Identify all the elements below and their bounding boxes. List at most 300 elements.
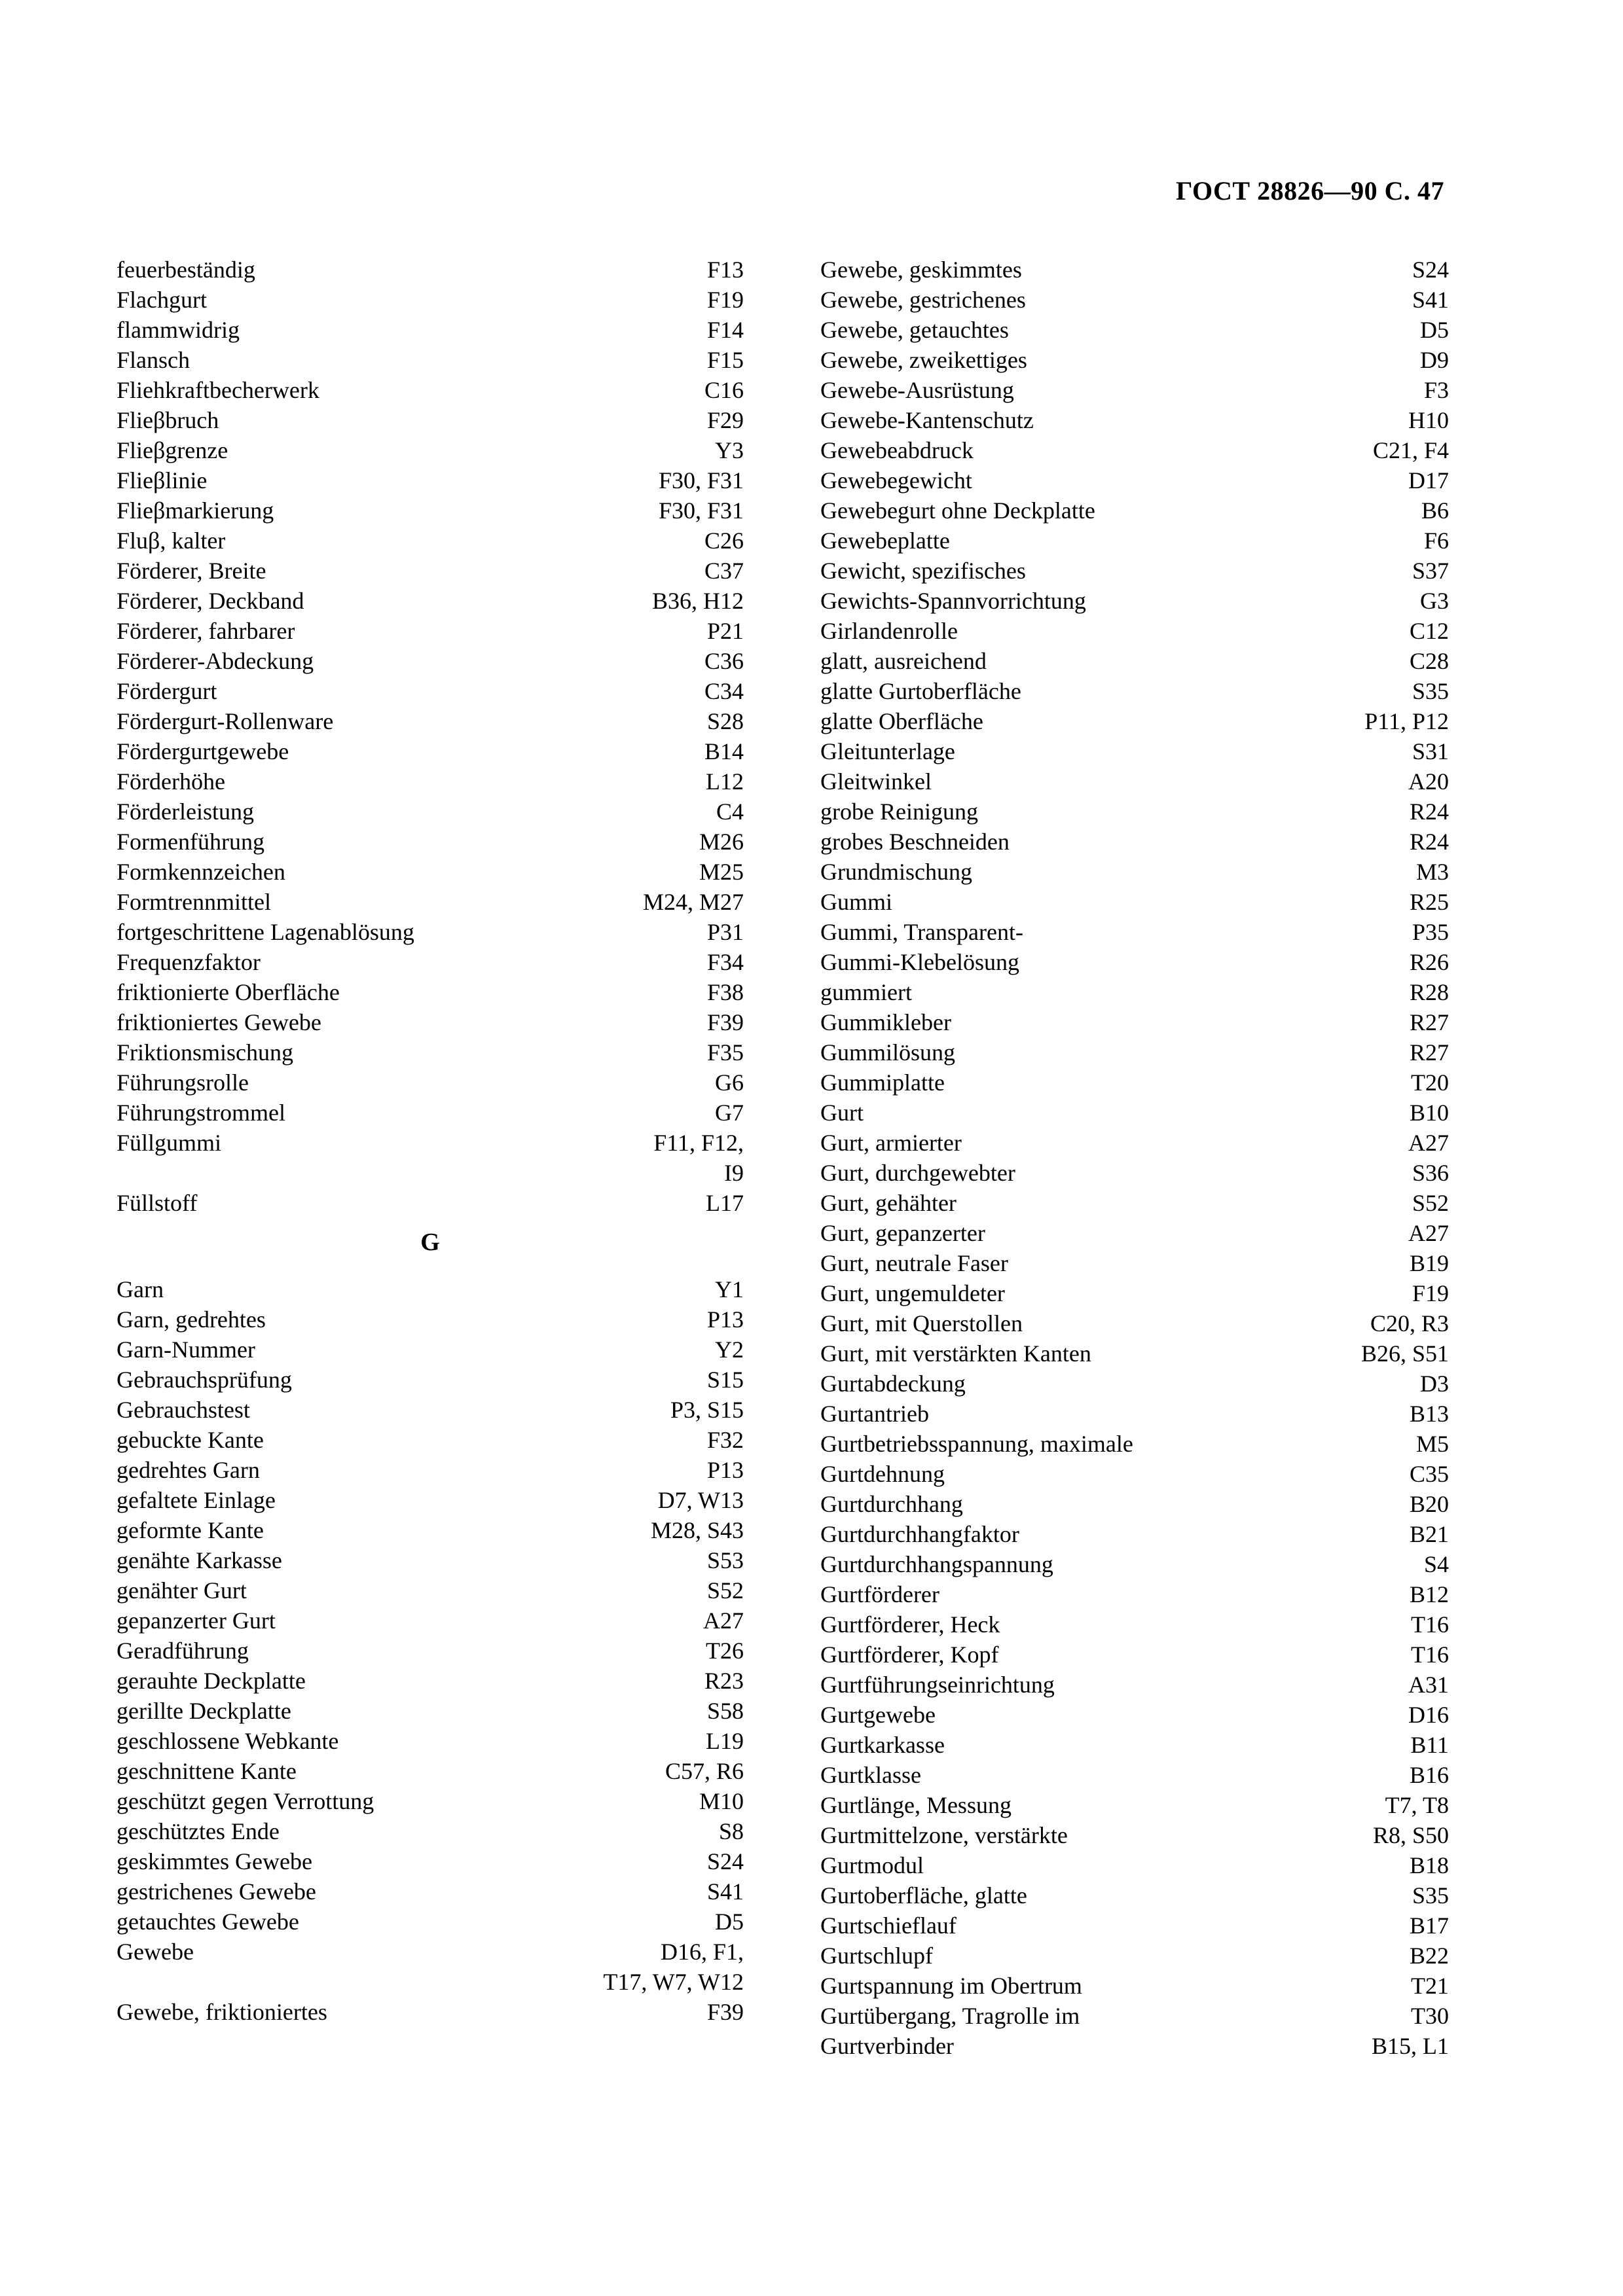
index-entry [117,1098,744,1128]
index-reference: C57, R6 [665,1758,744,1784]
index-entry [820,1820,1449,1850]
index-term: Gurtverbinder [820,2033,954,2059]
index-term: Gurtförderer, Kopf [820,1641,999,1668]
index-reference: L12 [706,768,744,795]
index-entry [117,1395,744,1425]
index-reference: R26 [1409,949,1449,975]
index-entry [820,1158,1449,1188]
index-reference: F30, F31 [658,467,744,493]
index-reference: B12 [1409,1581,1449,1607]
index-reference: C4 [716,798,744,825]
index-entry [117,1545,744,1575]
index-term: Gewebegurt ohne Deckplatte [820,497,1095,524]
index-reference: R28 [1409,979,1449,1005]
index-term: Gebrauchstest [117,1397,250,1423]
index-term: Fluβ, kalter [117,528,226,554]
index-entry [820,405,1449,435]
index-reference: S35 [1412,678,1449,704]
index-term: Förderer, fahrbarer [117,618,295,644]
index-entry [820,1338,1449,1369]
index-term: Flieβlinie [117,467,208,493]
index-reference: F32 [706,1427,744,1453]
index-reference: S52 [706,1577,744,1604]
index-term: Gurtantrieb [820,1401,929,1427]
index-term: Gummikleber [820,1009,951,1035]
index-reference: L19 [706,1728,744,1754]
index-entry [117,827,744,857]
index-term: fortgeschrittene Lagenablösung [117,919,414,945]
index-reference: D17 [1408,467,1449,493]
index-reference: F11, F12, [653,1130,744,1156]
index-reference: F30, F31 [658,497,744,524]
index-reference: T21 [1411,1973,1449,1999]
index-reference: B13 [1409,1401,1449,1427]
index-entry [117,766,744,797]
index-term: Fördergurtgewebe [117,738,289,764]
index-entry [820,315,1449,345]
index-entry [820,1910,1449,1941]
index-entry [820,1579,1449,1609]
index-column-right [820,255,1449,2061]
index-reference: M25 [699,859,744,885]
index-term: Führungsrolle [117,1069,249,1096]
index-entry [820,1037,1449,1067]
index-term: friktioniertes Gewebe [117,1009,321,1035]
index-reference: C36 [704,648,744,674]
index-term: Gurtdurchhang [820,1491,963,1517]
index-term: glatt, ausreichend [820,648,987,674]
index-reference: T17, W7, W12 [603,1969,744,1995]
index-entry [117,1485,744,1515]
index-reference: A27 [1408,1220,1449,1246]
index-term: Garn, gedrehtes [117,1306,266,1333]
index-reference: Y3 [715,437,744,463]
index-term: Gurt [820,1100,864,1126]
index-entry [117,1937,744,1967]
index-entry [820,2001,1449,2031]
index-entry [117,375,744,405]
index-term: Gurtdurchhangspannung [820,1551,1053,1577]
index-reference: M28, S43 [650,1517,744,1543]
index-reference: D7, W13 [657,1487,744,1513]
index-entry [117,1786,744,1816]
index-reference: F38 [706,979,744,1005]
index-entry [820,1007,1449,1037]
index-reference: S24 [706,1848,744,1874]
index-reference: B21 [1409,1521,1449,1547]
index-entry [820,1760,1449,1790]
index-reference: B36, H12 [651,588,744,614]
index-entry [117,1128,744,1158]
index-term: flammwidrig [117,317,240,343]
index-reference: B20 [1409,1491,1449,1517]
index-term: Gurt, durchgewebter [820,1160,1015,1186]
index-term: gestrichenes Gewebe [117,1878,316,1905]
index-term: feuerbeständig [117,257,255,283]
index-reference: D9 [1420,347,1449,373]
index-term: Friktionsmischung [117,1039,294,1066]
index-term: Gurtförderer, Heck [820,1611,1000,1638]
index-entry [117,1876,744,1907]
index-entry [117,285,744,315]
index-term: gummiert [820,979,912,1005]
index-term: geschützt gegen Verrottung [117,1788,374,1814]
index-reference: P11, P12 [1364,708,1449,734]
section-letter-g: G [420,1229,440,1256]
index-entry [820,1098,1449,1128]
index-term: Gewebegewicht [820,467,972,493]
index-entry [820,1459,1449,1489]
index-reference: P21 [706,618,744,644]
index-reference: R27 [1409,1009,1449,1035]
index-entry [117,1726,744,1756]
index-reference: C20, R3 [1370,1310,1449,1336]
index-reference: R24 [1409,829,1449,855]
index-reference: C34 [704,678,744,704]
index-reference: M5 [1415,1431,1449,1457]
index-term: Gewebeabdruck [820,437,974,463]
index-term: Gewebeplatte [820,528,950,554]
index-term: geformte Kante [117,1517,264,1543]
index-entry [117,676,744,706]
index-entry [820,1941,1449,1971]
index-entry [117,1515,744,1545]
index-entry [117,797,744,827]
index-entry [820,255,1449,285]
index-entry [117,1907,744,1937]
index-reference: F34 [706,949,744,975]
index-reference: A27 [703,1607,744,1634]
index-entry [820,887,1449,917]
index-reference: B10 [1409,1100,1449,1126]
index-term: Gurtabdeckung [820,1371,966,1397]
index-reference: P31 [706,919,744,945]
index-entry [820,646,1449,676]
index-term: Gleitunterlage [820,738,955,764]
index-reference: I9 [724,1160,744,1186]
index-reference: M26 [699,829,744,855]
index-term: Füllstoff [117,1190,198,1216]
index-entry [820,736,1449,766]
index-term: Formtrennmittel [117,889,271,915]
index-entry [117,255,744,285]
index-term: Gurtspannung im Obertrum [820,1973,1082,1999]
index-entry [820,1248,1449,1278]
index-term: Gleitwinkel [820,768,932,795]
index-term: Gurtdehnung [820,1461,945,1487]
index-term: Garn [117,1276,164,1302]
index-reference: S4 [1423,1551,1449,1577]
index-term: Gurtübergang, Tragrolle im [820,2003,1080,2029]
index-entry [820,1790,1449,1820]
index-term: Förderer, Breite [117,558,266,584]
index-term: Gummi-Klebelösung [820,949,1019,975]
index-entry [117,586,744,616]
index-entry [117,315,744,345]
index-entry [820,586,1449,616]
index-term: Gurt, neutrale Faser [820,1250,1008,1276]
index-term: gerillte Deckplatte [117,1698,291,1724]
index-reference: C21, F4 [1372,437,1449,463]
index-term: Flachgurt [117,287,207,313]
index-reference: A27 [1408,1130,1449,1156]
index-term: Garn-Nummer [117,1336,255,1363]
index-term: Flieβmarkierung [117,497,274,524]
index-entry [820,1670,1449,1700]
index-entry [820,1278,1449,1308]
index-reference: S15 [706,1367,744,1393]
index-reference: H10 [1408,407,1449,433]
index-entry [820,526,1449,556]
index-reference: R8, S50 [1372,1822,1449,1848]
index-column-left [117,255,744,2027]
index-entry [820,827,1449,857]
index-entry [117,1816,744,1846]
index-reference: F14 [706,317,744,343]
index-term: Gurt, armierter [820,1130,962,1156]
index-entry [820,1369,1449,1399]
index-entry [117,1967,744,1997]
index-reference: P13 [706,1457,744,1483]
index-term: Gurtschieflauf [820,1912,957,1939]
index-entry [820,947,1449,977]
index-entry [820,797,1449,827]
index-reference: F35 [706,1039,744,1066]
index-entry [117,857,744,887]
index-term: Gummilösung [820,1039,956,1066]
index-term: Geradführung [117,1638,249,1664]
index-entry [117,1997,744,2027]
index-entry [117,646,744,676]
index-term: Gurtoberfläche, glatte [820,1882,1027,1909]
index-entry [117,556,744,586]
index-entry [117,1365,744,1395]
index-reference: T26 [706,1638,744,1664]
index-term: Flansch [117,347,190,373]
index-entry [117,1636,744,1666]
index-reference: M3 [1415,859,1449,885]
index-term: Gewebe [117,1939,194,1965]
index-entry [117,1158,744,1188]
index-term: Formenführung [117,829,264,855]
index-reference: S24 [1412,257,1449,283]
index-term: Frequenzfaktor [117,949,261,975]
index-entry [820,1218,1449,1248]
page-header: ГОСТ 28826—90 С. 47 [1175,176,1444,206]
index-term: Gurtkarkasse [820,1732,945,1758]
index-reference: F39 [706,1009,744,1035]
index-reference: B11 [1410,1732,1449,1758]
index-entry [117,1067,744,1098]
index-term: Gurtklasse [820,1762,921,1788]
index-term: gedrehtes Garn [117,1457,260,1483]
index-term: Gewebe, zweikettiges [820,347,1027,373]
index-reference: S28 [706,708,744,734]
index-entry [117,1666,744,1696]
index-reference: F19 [706,287,744,313]
index-reference: F19 [1412,1280,1449,1306]
index-reference: T30 [1411,2003,1449,2029]
index-entry [820,465,1449,495]
index-entry [820,1128,1449,1158]
index-reference: G3 [1420,588,1449,614]
index-reference: F13 [706,257,744,283]
index-entry [117,1696,744,1726]
index-reference: Y1 [715,1276,744,1302]
index-term: Förderer-Abdeckung [117,648,314,674]
index-term: getauchtes Gewebe [117,1909,299,1935]
index-entry [117,1425,744,1455]
index-reference: S37 [1412,558,1449,584]
index-section-f [117,255,744,1218]
index-reference: C37 [704,558,744,584]
index-entry [117,1846,744,1876]
index-term: Gurt, mit Querstollen [820,1310,1023,1336]
index-reference: F15 [706,347,744,373]
index-term: Förderer, Deckband [117,588,304,614]
index-term: Grundmischung [820,859,972,885]
index-term: friktionierte Oberfläche [117,979,340,1005]
index-term: geskimmtes Gewebe [117,1848,312,1874]
index-term: genähter Gurt [117,1577,247,1604]
index-term: Gewebe, friktioniertes [117,1999,327,2025]
index-reference: B15, L1 [1371,2033,1449,2059]
index-reference: B19 [1409,1250,1449,1276]
index-term: Gewebe, getauchtes [820,317,1009,343]
index-entry [117,736,744,766]
index-term: gepanzerter Gurt [117,1607,276,1634]
index-reference: B22 [1409,1943,1449,1969]
index-term: geschlossene Webkante [117,1728,339,1754]
index-entry [117,495,744,526]
index-reference: B26, S51 [1360,1340,1449,1367]
index-reference: F6 [1423,528,1449,554]
index-entry [117,1037,744,1067]
index-reference: P13 [706,1306,744,1333]
index-reference: C28 [1409,648,1449,674]
index-term: Gewebe-Kantenschutz [820,407,1034,433]
index-reference: A31 [1408,1672,1449,1698]
index-term: Formkennzeichen [117,859,285,885]
index-term: Gummi, Transparent- [820,919,1023,945]
index-term: Gurt, mit verstärkten Kanten [820,1340,1091,1367]
index-term: Gurtförderer [820,1581,939,1607]
index-entry [117,616,744,646]
index-reference: C16 [704,377,744,403]
index-reference: S41 [706,1878,744,1905]
index-reference: R23 [704,1668,744,1694]
index-term: gefaltete Einlage [117,1487,276,1513]
index-entry [117,917,744,947]
index-entry [117,887,744,917]
index-entry [117,1304,744,1335]
index-entry [820,495,1449,526]
index-reference: R27 [1409,1039,1449,1066]
index-reference: F39 [706,1999,744,2025]
index-section-g-continued [820,255,1449,2061]
index-term: Gewicht, spezifisches [820,558,1026,584]
index-term: Fliehkraftbecherwerk [117,377,319,403]
index-entry [820,1188,1449,1218]
index-term: gerauhte Deckplatte [117,1668,306,1694]
index-term: Gurt, gepanzerter [820,1220,985,1246]
index-entry [820,1549,1449,1579]
index-term: Gurtgewebe [820,1702,936,1728]
index-entry [820,1640,1449,1670]
index-reference: S41 [1412,287,1449,313]
index-entry [820,1067,1449,1098]
index-term: Gewebe, gestrichenes [820,287,1026,313]
index-entry [820,977,1449,1007]
index-entry [117,1335,744,1365]
index-term: Gurtdurchhangfaktor [820,1521,1019,1547]
index-term: Führungstrommel [117,1100,285,1126]
index-entry [117,1188,744,1218]
index-reference: M10 [699,1788,744,1814]
index-entry [117,1007,744,1037]
index-entry [820,857,1449,887]
index-entry [117,1756,744,1786]
index-entry [117,947,744,977]
index-reference: B14 [704,738,744,764]
index-entry [820,375,1449,405]
index-entry [820,285,1449,315]
index-entry [820,1489,1449,1519]
index-reference: S35 [1412,1882,1449,1909]
index-reference: G7 [715,1100,744,1126]
index-term: Gurtmittelzone, verstärkte [820,1822,1068,1848]
index-entry [820,1429,1449,1459]
index-reference: P3, S15 [670,1397,744,1423]
index-entry [820,2031,1449,2061]
index-reference: S58 [706,1698,744,1724]
index-reference: D5 [1420,317,1449,343]
index-reference: S36 [1412,1160,1449,1186]
index-reference: F3 [1423,377,1449,403]
index-reference: C35 [1409,1461,1449,1487]
index-term: Gurtmodul [820,1852,924,1878]
index-entry [820,1730,1449,1760]
index-reference: C26 [704,528,744,554]
index-reference: S8 [718,1818,744,1844]
index-entry [820,706,1449,736]
index-reference: T16 [1411,1641,1449,1668]
index-entry [820,556,1449,586]
index-reference: Y2 [715,1336,744,1363]
index-term: Fördergurt [117,678,217,704]
index-entry [820,1971,1449,2001]
index-term: geschnittene Kante [117,1758,297,1784]
index-term: genähte Karkasse [117,1547,282,1573]
index-reference: A20 [1408,768,1449,795]
index-entry [117,1274,744,1304]
index-reference: T20 [1411,1069,1449,1096]
index-entry [820,435,1449,465]
index-reference: D16 [1408,1702,1449,1728]
index-entry [117,977,744,1007]
index-entry [820,1609,1449,1640]
index-reference: T7, T8 [1385,1792,1449,1818]
index-entry [117,526,744,556]
index-reference: S31 [1412,738,1449,764]
index-reference: R24 [1409,798,1449,825]
index-term: Fördergurt-Rollenware [117,708,334,734]
index-term: Gummiplatte [820,1069,945,1096]
index-entry [117,345,744,375]
index-term: Gurtlänge, Messung [820,1792,1012,1818]
index-reference: D5 [715,1909,744,1935]
index-reference: M24, M27 [642,889,744,915]
